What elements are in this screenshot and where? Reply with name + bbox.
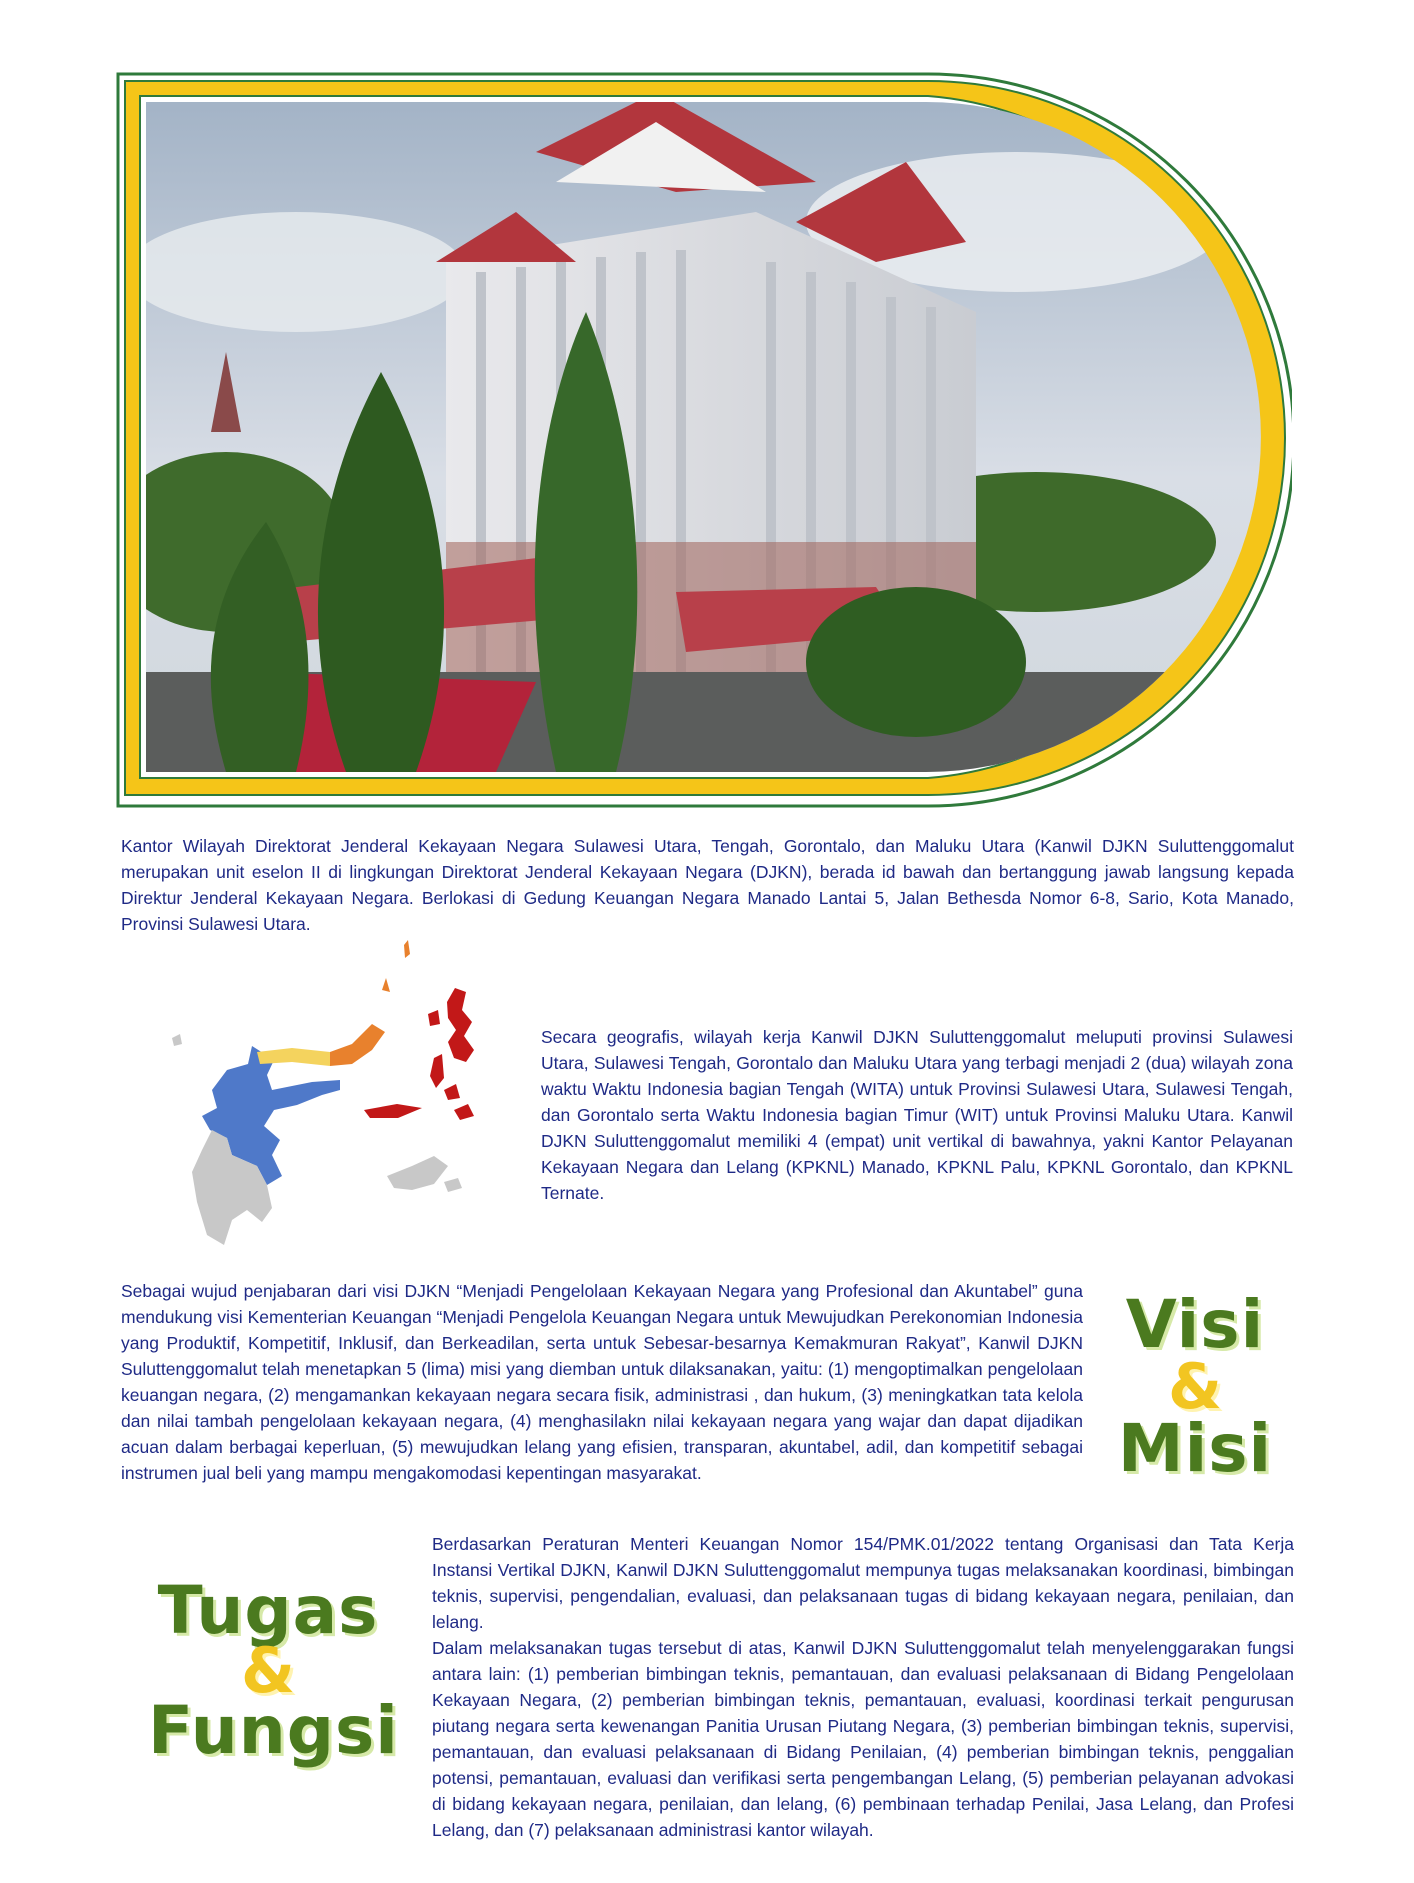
intro-paragraph: Kantor Wilayah Direktorat Jenderal Kekayaan Negara Sulawesi Utara, Tengah, Gorontalo, dan Maluku Utara (Kanwil DJKN Suluttenggomalut merupakan unit eselon II di lingkungan Direktorat Jenderal Kekayaan Negara (DJKN), berada id bawah dan bertanggung jawab langsung kepada Direktur Jenderal Kekayaan Negara. Berlokasi di Gedung Keuangan Negara Manado Lantai 5, Jalan Bethesda Nomor 6-8, Sario, Kota Manado, Provinsi Sulawesi Utara. — [121, 836, 1294, 934]
sulawesi-maluku-map — [172, 940, 517, 1250]
map-maluku-utara — [447, 988, 474, 1062]
fungsi-word: Fungsi — [148, 1692, 399, 1769]
hero-frame — [116, 72, 1292, 810]
geografis-paragraph: Secara geografis, wilayah kerja Kanwil DJKN Suluttenggomalut meluputi provinsi Sulawesi Utara, Sulawesi Tengah, Gorontalo dan Maluku Utara yang terbagi menjadi 2 (dua) wilayah zona waktu Waktu Indonesia bagian Tengah (WITA) untuk Provinsi Sulawesi Utara, Sulawesi Tengah, dan Gorontalo serta Waktu Indonesia bagian Timur (WIT) untuk Provinsi Maluku Utara. Kanwil DJKN Suluttenggomalut memiliki 4 (empat) unit vertikal di bawahnya, yakni Kantor Pelayanan Kekayaan Negara dan Lelang (KPKNL) Manado, KPKNL Palu, KPKNL Gorontalo, dan KPKNL Ternate. — [541, 1027, 1293, 1203]
visi-misi-heading — [1110, 1286, 1280, 1487]
tugas-paragraph: Berdasarkan Peraturan Menteri Keuangan Nomor 154/PMK.01/2022 tentang Organisasi dan Tata Kerja Instansi Vertikal DJKN, Kanwil DJKN Suluttenggomalut mempunya tugas melaksanakan koordinasi, bimbingan teknis, supervisi, pengendalian, evaluasi, dan pelaksanaan tugas di bidang kekayaan negara, penilaian, dan lelang. — [432, 1534, 1294, 1632]
misi-word: Misi — [1117, 1410, 1273, 1487]
map-gorontalo — [257, 1048, 330, 1066]
hero-building-photo — [116, 72, 1292, 810]
tugas-word: Tugas — [157, 1572, 379, 1649]
building-illustration — [116, 72, 1292, 810]
visi-misi-paragraph: Sebagai wujud penjabaran dari visi DJKN “Menjadi Pengelolaan Kekayaan Negara yang Profesional dan Akuntabel” guna mendukung visi Kementerian Keuangan “Menjadi Pengelola Keuangan Negara untuk Mewujudkan Perekonomian Indonesia yang Produktif, Kompetitif, Inklusif, dan Berkeadilan, serta untuk Sebesar-besarnya Kemakmuran Rakyat”, Kanwil DJKN Suluttenggomalut telah menetapkan 5 (lima) misi yang diemban untuk dilaksanakan, yaitu: (1) mengoptimalkan pengelolaan keuangan negara, (2) mengamankan kekayaan negara secara fisik, administrasi , dan hukum, (3) meningkatkan tata kelola dan nilai tambah pengelolaan kekayaan negara, (4) menghasilakn nilai kekayaan negara yang wajar dan dapat dijadikan acuan dalam berbagai keperluan, (5) mewujudkan lelang yang efisien, transparan, akuntabel, adil, dan kompetitif sebagai instrumen jual beli yang mampu mengakomodasi kepentingan masyarakat. — [121, 1281, 1083, 1483]
ampersand: & — [240, 1634, 296, 1707]
map-sulawesi-utara — [330, 1024, 385, 1066]
tugas-fungsi-heading — [148, 1572, 399, 1769]
fungsi-paragraph: Dalam melaksanakan tugas tersebut di atas, Kanwil DJKN Suluttenggomalut telah menyelenggarakan fungsi antara lain: (1) pemberian bimbingan teknis, pemantauan, dan evaluasi pelaksanaan di Bidang Pengelolaan Kekayaan Negara, (2) pemberian bimbingan teknis, pemantauan, evaluasi, koordinasi terkait pengurusan piutang negara serta kewenangan Panitia Urusan Piutang Negara, (3) pemberian bimbingan teknis, supervisi, pemantauan, dan evaluasi pelaksanaan di Bidang Penilaian, (4) pemberian bimbingan teknis, penggalian potensi, pemantauan, evaluasi dan verifikasi serta pengembangan Lelang, (5) pemberian pelayanan advokasi di bidang kekayaan negara, penilaian, dan lelang, (6) pembinaan terhadap Penilai, Jasa Lelang, dan Profesi Lelang, dan (7) pelaksanaan administrasi kantor wilayah. — [432, 1638, 1294, 1840]
visi-word: Visi — [1125, 1286, 1265, 1363]
region-map — [172, 940, 517, 1250]
ampersand: & — [1167, 1350, 1223, 1423]
